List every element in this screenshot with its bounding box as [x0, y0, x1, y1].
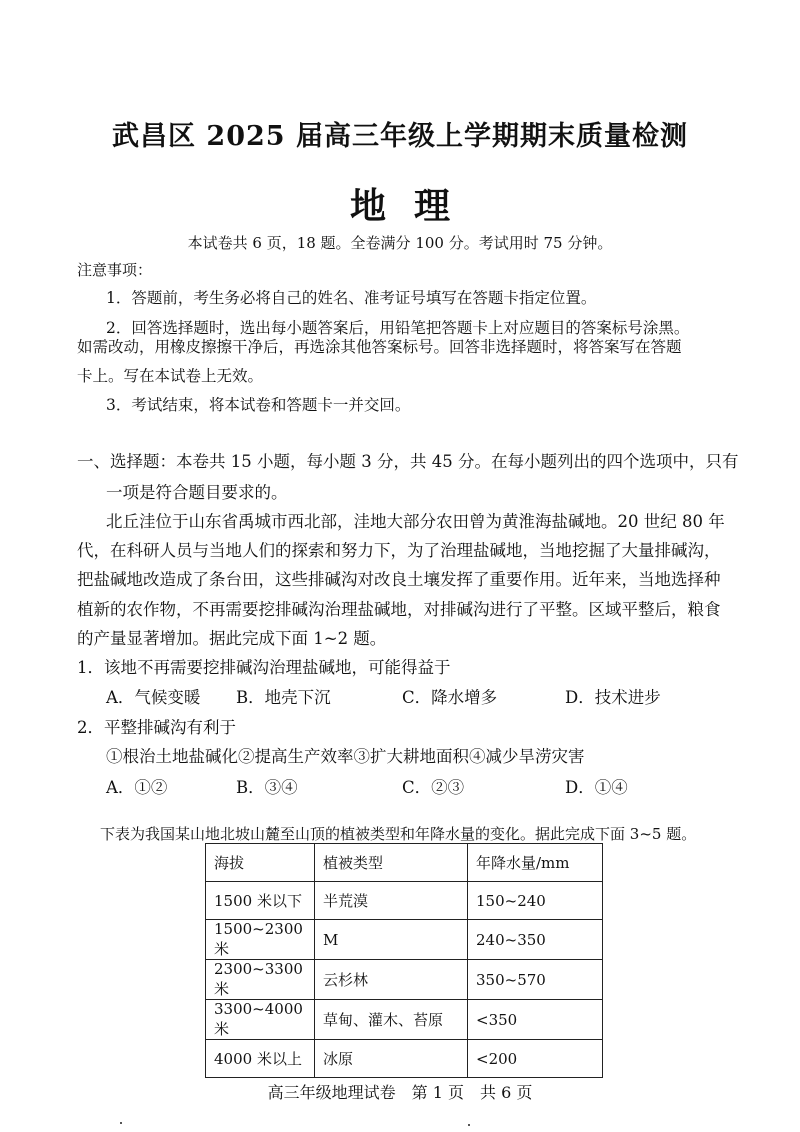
section-heading-line-2: 一项是符合题目要求的。: [106, 483, 288, 502]
q1-stem: 1．该地不再需要挖排碱沟治理盐碱地，可能得益于: [77, 658, 451, 677]
scan-speck: [120, 1122, 122, 1124]
table-header-cell: 植被类型: [315, 844, 468, 882]
table-row: [206, 920, 603, 960]
exam-meta: 本试卷共 6 页，18 题。全卷满分 100 分。考试用时 75 分钟。: [187, 234, 613, 252]
note-line-4: 卡上。写在本试卷上无效。: [77, 367, 264, 385]
table-row: [206, 960, 603, 1000]
table-header-row: [206, 844, 603, 882]
table-cell: 240~350: [468, 920, 603, 960]
notes-heading: 注意事项：: [77, 261, 153, 279]
q1-option-d: D．技术进步: [565, 688, 661, 707]
table-cell: M: [315, 920, 468, 960]
exam-title: 武昌区 2025 届高三年级上学期期末质量检测: [112, 121, 688, 152]
page-footer: 高三年级地理试卷 第 1 页 共 6 页: [267, 1083, 533, 1102]
table-cell: 冰原: [315, 1040, 468, 1078]
subject-char-1: 地: [349, 185, 386, 227]
table-cell: 云杉林: [315, 960, 468, 1000]
subject-char-2: 理: [414, 185, 451, 227]
table-cell: 350~570: [468, 960, 603, 1000]
q2-option-a: A．①②: [106, 778, 168, 797]
vegetation-table: [205, 843, 603, 1078]
table-row: [206, 1040, 603, 1078]
q1-option-a: A．气候变暖: [106, 688, 201, 707]
passage1-line-5: 的产量显著增加。据此完成下面 1~2 题。: [77, 629, 387, 648]
passage1-line-2: 代，在科研人员与当地人们的探索和努力下，为了治理盐碱地，当地挖掘了大量排碱沟，: [77, 541, 721, 560]
note-line-2: 2．回答选择题时，选出每小题答案后，用铅笔把答题卡上对应题目的答案标号涂黑。: [106, 319, 690, 337]
table-header-cell: 年降水量/mm: [468, 844, 603, 882]
q2-items: ①根治土地盐碱化②提高生产效率③扩大耕地面积④减少旱涝灾害: [106, 747, 585, 766]
table-cell: 1500 米以下: [206, 882, 315, 920]
q2-option-b: B．③④: [236, 778, 298, 797]
scan-speck: [468, 1124, 470, 1126]
passage1-line-3: 把盐碱地改造成了条台田，这些排碱沟对改良土壤发挥了重要作用。近年来，当地选择种: [77, 570, 721, 589]
table-header-cell: 海拔: [206, 844, 315, 882]
section-heading-line-1: 一、选择题：本卷共 15 小题，每小题 3 分，共 45 分。在每小题列出的四个选项中，只有: [77, 452, 739, 471]
table-row: [206, 1000, 603, 1040]
q2-stem: 2．平整排碱沟有利于: [77, 718, 236, 737]
table-cell: 2300~3300 米: [206, 960, 315, 1000]
passage1-line-4: 植新的农作物，不再需要挖排碱沟治理盐碱地，对排碱沟进行了平整。区域平整后，粮食: [77, 600, 721, 619]
note-line-3: 如需改动，用橡皮擦擦干净后，再选涂其他答案标号。回答非选择题时，将答案写在答题: [77, 338, 682, 356]
table-cell: 150~240: [468, 882, 603, 920]
subject-title: [0, 178, 800, 229]
note-line-5: 3．考试结束，将本试卷和答题卡一并交回。: [106, 396, 411, 414]
table-cell: 半荒漠: [315, 882, 468, 920]
table-cell: 3300~4000 米: [206, 1000, 315, 1040]
q2-option-d: D．①④: [565, 778, 628, 797]
table-cell: <350: [468, 1000, 603, 1040]
table-row: [206, 882, 603, 920]
passage2-intro: 下表为我国某山地北坡山麓至山顶的植被类型和年降水量的变化。据此完成下面 3~5 题。: [100, 825, 697, 843]
table-cell: 4000 米以上: [206, 1040, 315, 1078]
table-cell: <200: [468, 1040, 603, 1078]
table-cell: 草甸、灌木、苔原: [315, 1000, 468, 1040]
q2-option-c: C．②③: [402, 778, 465, 797]
q1-option-c: C．降水增多: [402, 688, 498, 707]
note-line-1: 1．答题前，考生务必将自己的姓名、准考证号填写在答题卡指定位置。: [106, 289, 597, 307]
table-cell: 1500~2300 米: [206, 920, 315, 960]
q1-option-b: B．地壳下沉: [236, 688, 331, 707]
passage1-line-1: 北丘洼位于山东省禹城市西北部，洼地大部分农田曾为黄淮海盐碱地。20 世纪 80 年: [106, 512, 725, 531]
